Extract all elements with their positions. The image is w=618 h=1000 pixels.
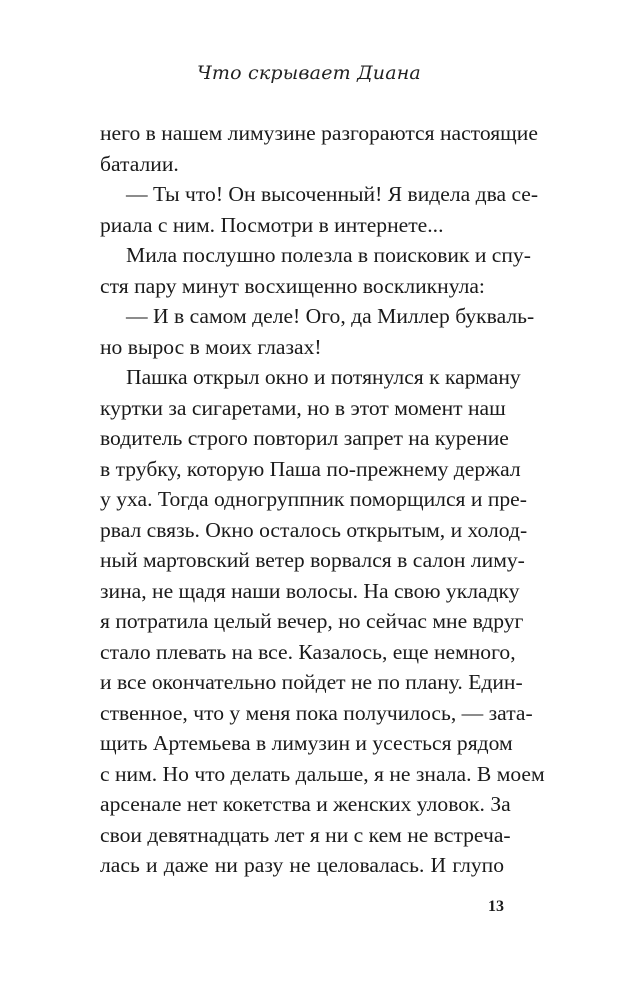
text-line: я потратила целый вечер, но сейчас мне вдруг xyxy=(100,609,524,633)
text-line: — И в самом деле! Ого, да Миллер букваль- xyxy=(126,304,535,328)
text-line: куртки за сигаретами, но в этот момент наш xyxy=(100,395,506,420)
text-line: и все окончательно пойдет не по плану. Един- xyxy=(100,670,523,694)
text-line: — Ты что! Он высоченный! Я видела два се- xyxy=(126,182,539,206)
text-line: баталии. xyxy=(100,151,179,176)
text-line: Мила послушно полезла в поисковик и спу- xyxy=(126,243,531,267)
text-line: стя пару минут восхищенно воскликнула: xyxy=(100,273,485,298)
running-head: Что скрывает Диана xyxy=(197,62,421,84)
text-line: ный мартовский ветер ворвался в салон лиму- xyxy=(100,548,525,572)
text-line: рвал связь. Окно осталось открытым, и холод- xyxy=(100,517,528,542)
text-line: свои девятнадцать лет я ни с кем не встреча- xyxy=(100,822,511,847)
text-line: лась и даже ни разу не целовалась. И глупо xyxy=(100,853,504,877)
body-text xyxy=(100,118,545,881)
text-line: зина, не щадя наши волосы. На свою укладку xyxy=(100,578,520,603)
text-line: ственное, что у меня пока получилось, — зата- xyxy=(100,700,533,725)
text-line: стало плевать на все. Казалось, еще немного, xyxy=(100,639,516,664)
text-line: него в нашем лимузине разгораются настоящие xyxy=(100,121,538,145)
text-line: но вырос в моих глазах! xyxy=(100,334,322,359)
text-line: Пашка открыл окно и потянулся к карману xyxy=(126,365,521,389)
text-line: в трубку, которую Паша по-прежнему держал xyxy=(100,456,521,481)
text-line: арсенале нет кокетства и женских уловок. За xyxy=(100,792,511,816)
text-line: водитель строго повторил запрет на курение xyxy=(100,426,509,450)
text-line: щить Артемьева в лимузин и усесться рядом xyxy=(100,731,513,755)
text-line: у уха. Тогда одногруппник поморщился и пре- xyxy=(100,487,527,511)
text-line: с ним. Но что делать дальше, я не знала. В моем xyxy=(100,761,545,786)
page-number: 13 xyxy=(488,898,504,915)
text-line: риала с ним. Посмотри в интернете... xyxy=(100,212,444,237)
